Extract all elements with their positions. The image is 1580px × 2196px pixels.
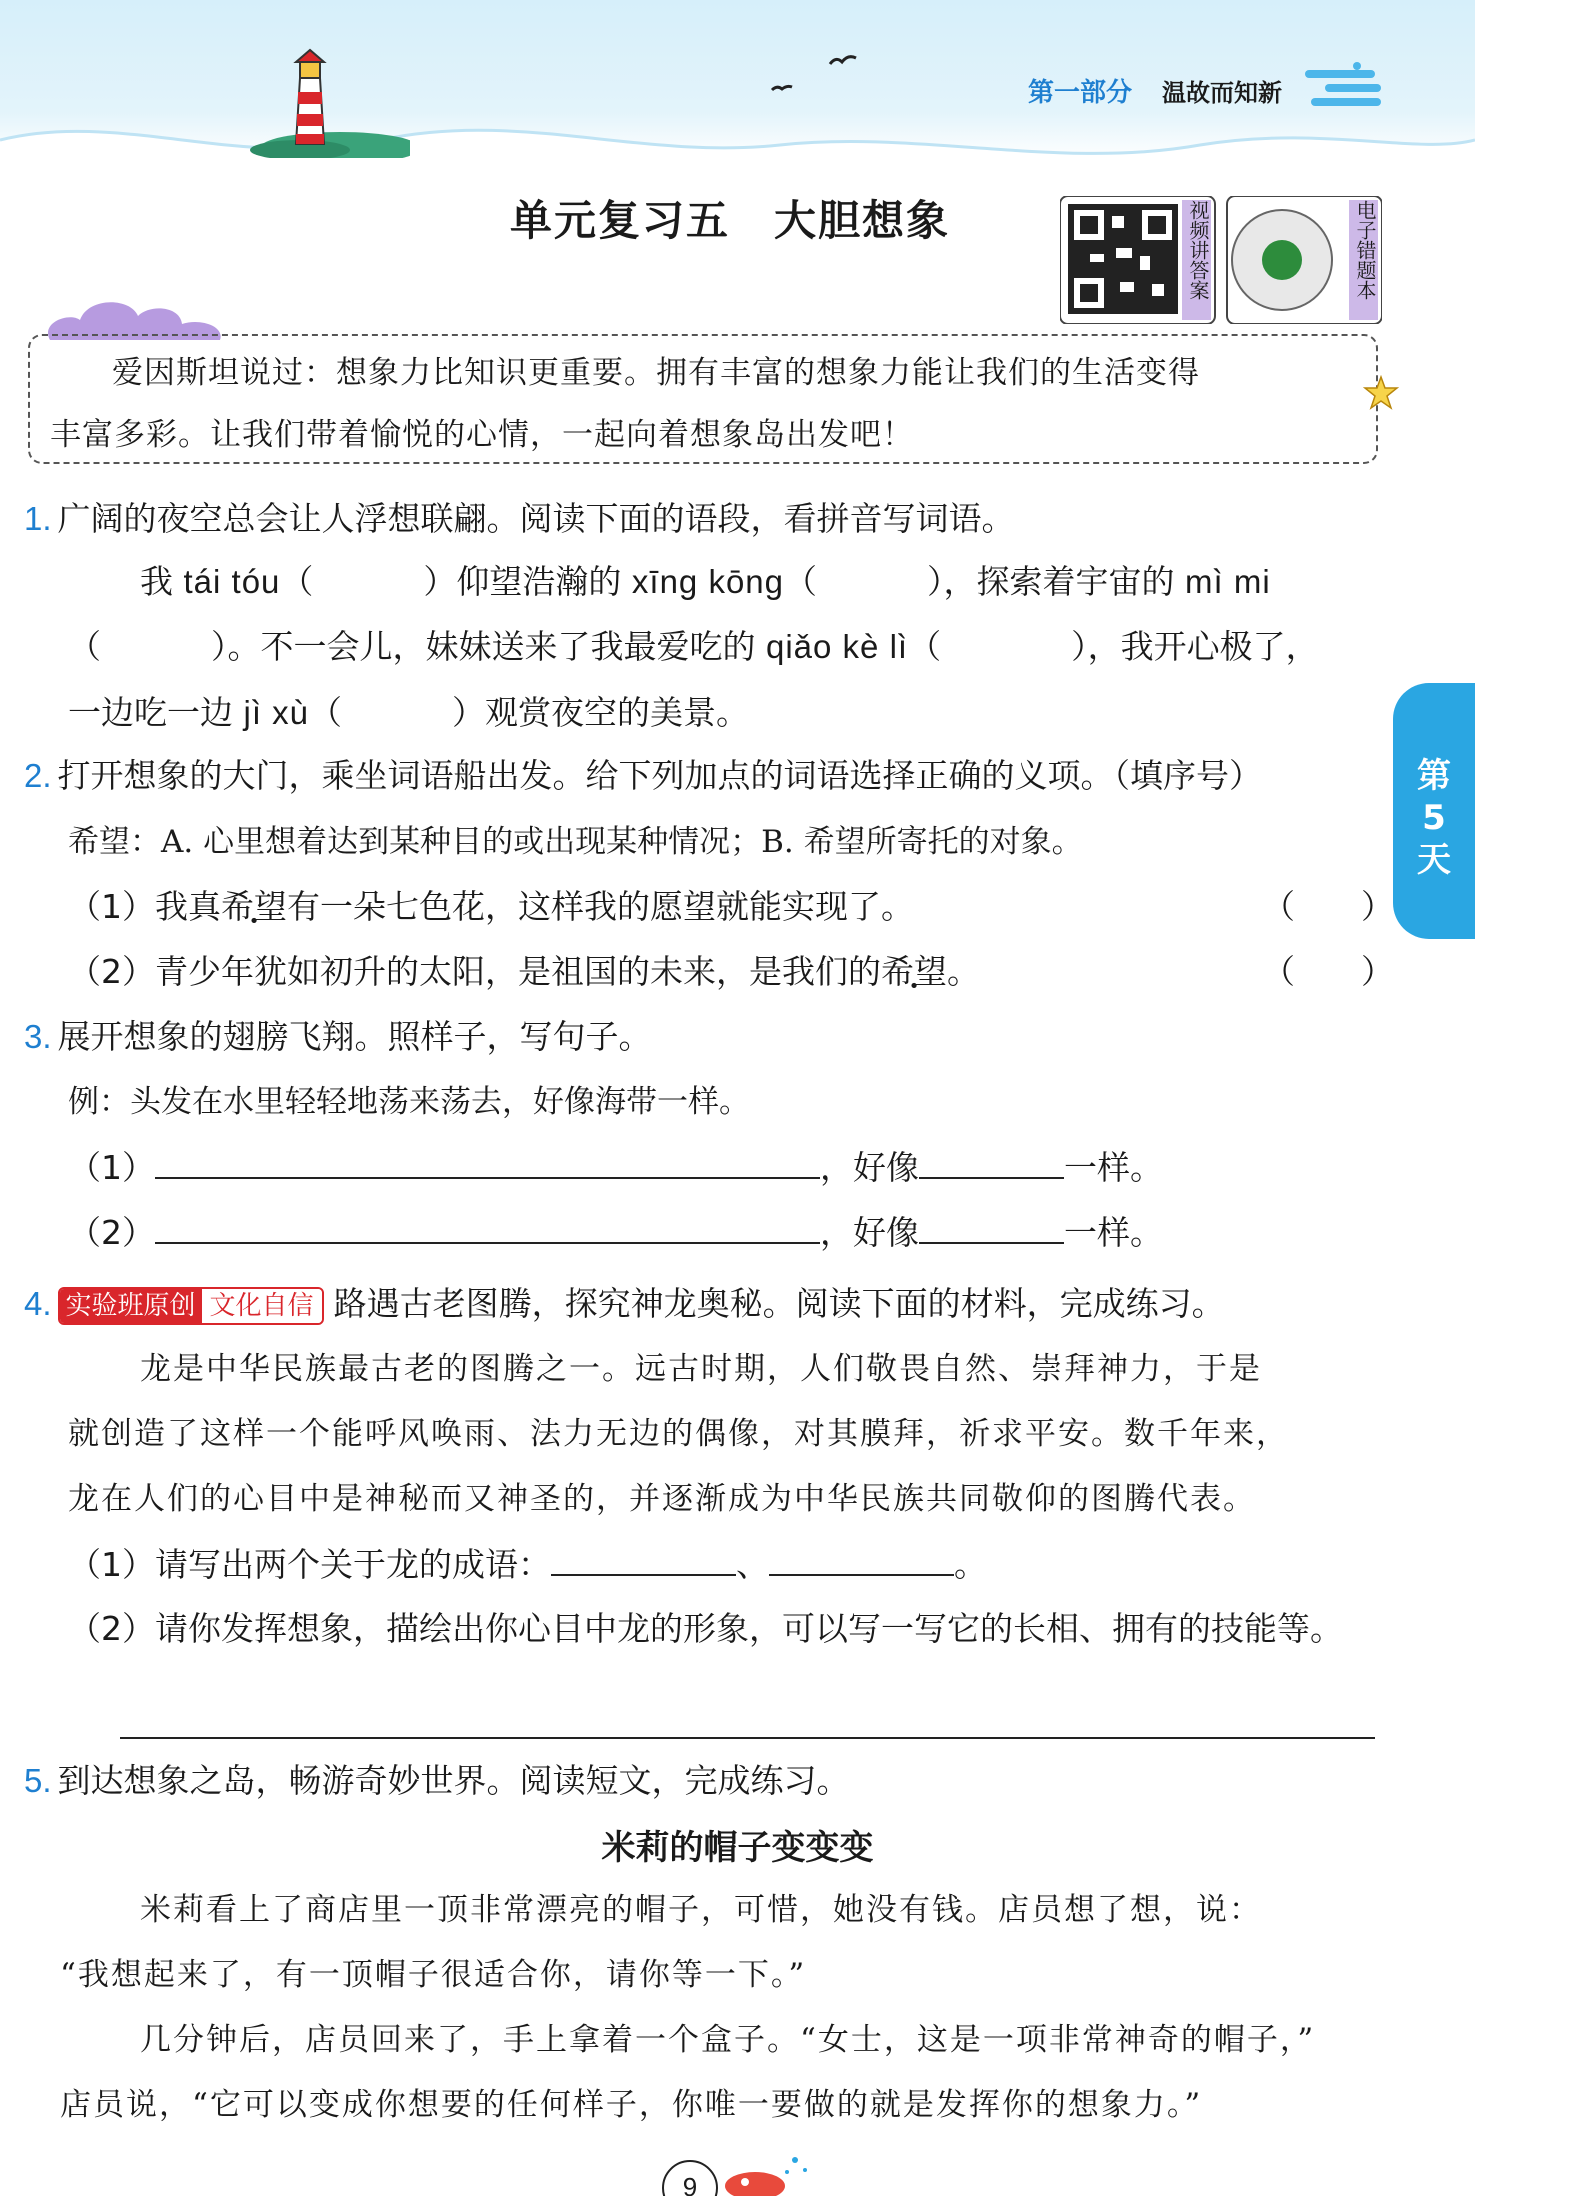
text: 有一朵七色花，这样我的愿望就能实现了。: [287, 887, 914, 926]
tab-char: 天: [1417, 840, 1451, 880]
question-number: 1.: [24, 500, 52, 537]
pinyin: qiǎo kè lì: [766, 628, 909, 665]
qr-code-icon: [1060, 196, 1382, 324]
question-5-stem: [24, 1757, 850, 1805]
text: ，我开心极了，: [1087, 627, 1319, 666]
question-text: 打开想象的大门，乘坐词语船出发。给下列加点的词语选择正确的义项。（填序号）: [57, 756, 1263, 795]
q4-sub-1: [68, 1540, 987, 1589]
fish-icon: [705, 2150, 825, 2196]
text: ，好像: [820, 1213, 919, 1252]
question-3-stem: [24, 1013, 652, 1061]
q3-line-1: [68, 1143, 1163, 1192]
text: 一样。: [1064, 1213, 1163, 1252]
question-number: 2.: [24, 757, 52, 794]
question-text: 广阔的夜空总会让人浮想联翩。阅读下面的语段，看拼音写词语。: [57, 499, 1015, 538]
intro-line-1: 爱因斯坦说过：想象力比知识更重要。拥有丰富的想象力能让我们的生活变得: [112, 355, 1200, 391]
tab-char: 5: [1422, 798, 1446, 838]
text: 。: [954, 1545, 987, 1584]
question-text: 展开想象的翅膀飞翔。照样子，写句子。: [57, 1017, 652, 1056]
pinyin: mì mi: [1185, 563, 1271, 600]
q1-line-1: 我 tái tóu（ ）仰望浩瀚的 xīng kōng（ ），探索着宇宙的 mì mi: [140, 562, 1271, 601]
q4-sub-2: （2）请你发挥想象，描绘出你心目中龙的形象，可以写一写它的长相、拥有的技能等。: [68, 1609, 1343, 1648]
text: 一样。: [1064, 1148, 1163, 1187]
answer-line[interactable]: [120, 1737, 1375, 1739]
question-1-stem: [24, 495, 1015, 543]
question-number: 5.: [24, 1762, 52, 1799]
story-para-1a: 米莉看上了商店里一顶非常漂亮的帽子，可惜，她没有钱。店员想了想，说：: [140, 1892, 1262, 1928]
q2-answer-2[interactable]: （ ）: [1262, 952, 1394, 991]
text: 仰望浩瀚的: [456, 562, 622, 601]
answer-blank[interactable]: [551, 1540, 736, 1576]
q2-sentence-1: [68, 883, 914, 931]
pinyin: tái tóu: [183, 563, 281, 600]
q4-passage-1: 龙是中华民族最古老的图腾之一。远古时期，人们敬畏自然、崇拜神力，于是: [140, 1351, 1262, 1387]
text: （1）: [68, 1148, 155, 1187]
answer-blank[interactable]: [919, 1143, 1064, 1179]
text: 。: [947, 952, 980, 991]
qr-wrongbook-label: 电子错题本: [1353, 200, 1377, 300]
dotted-word: 希望: [221, 887, 287, 926]
qr-codes: [1060, 196, 1382, 324]
story-para-1b: “我想起来了，有一顶帽子很适合你，请你等一下。”: [60, 1957, 807, 1993]
text: 。不一会儿，妹妹送来了我最爱吃的: [227, 627, 756, 666]
tab-char: 第: [1417, 756, 1451, 796]
day-tab: [1393, 683, 1475, 939]
text: （1）我真: [68, 887, 221, 926]
lighthouse-icon: [230, 48, 410, 158]
question-number: 3.: [24, 1018, 52, 1055]
text: （1）请写出两个关于龙的成语：: [68, 1545, 551, 1584]
q1-line-2: （ ）。不一会儿，妹妹送来了我最爱吃的 qiǎo kè lì（ ），我开心极了，: [68, 627, 1319, 666]
text: ，好像: [820, 1148, 919, 1187]
page-title: 单元复习五 大胆想象: [509, 196, 950, 245]
answer-blank[interactable]: [155, 1143, 820, 1179]
story-para-2b: 店员说，“它可以变成你想要的任何样子，你唯一要做的就是发挥你的想象力。”: [60, 2087, 1203, 2123]
section-header: [1028, 70, 1282, 110]
q3-example: 例：头发在水里轻轻地荡来荡去，好像海带一样。: [68, 1084, 750, 1120]
answer-blank[interactable]: [919, 1208, 1064, 1244]
story-title: 米莉的帽子变变变: [601, 1828, 874, 1868]
q1-line-3: 一边吃一边 jì xù（ ）观赏夜空的美景。: [68, 693, 750, 732]
part-label: 第一部分: [1028, 77, 1133, 108]
q2-definition: 希望：A. 心里想着达到某种目的或出现某种情况；B. 希望所寄托的对象。: [68, 824, 1083, 860]
qr-video-label: 视频讲答案: [1186, 200, 1210, 300]
question-4-stem: [24, 1280, 1225, 1328]
dotted-word: 希望: [881, 952, 947, 991]
pinyin: jì xù: [243, 694, 310, 731]
q2-answer-1[interactable]: （ ）: [1262, 887, 1394, 926]
original-badge: [58, 1287, 324, 1325]
text: 观赏夜空的美景。: [485, 693, 750, 732]
text: 一边吃一边: [68, 693, 233, 732]
intro-box: [28, 334, 1378, 464]
page-number: 9: [662, 2160, 718, 2196]
stripe-decoration: [1305, 62, 1385, 112]
text: （2）青少年犹如初升的太阳，是祖国的未来，是我们的: [68, 952, 881, 991]
question-2-stem: [24, 752, 1262, 800]
part-subtitle: 温故而知新: [1162, 78, 1283, 107]
question-number: 4.: [24, 1285, 52, 1322]
answer-blank[interactable]: [155, 1208, 820, 1244]
badge-label: 文化自信: [202, 1289, 322, 1323]
text: 我: [140, 562, 173, 601]
birds-icon: [760, 50, 860, 110]
q2-sentence-2: [68, 948, 980, 996]
intro-line-2: 丰富多彩。让我们带着愉悦的心情，一起向着想象岛出发吧！: [50, 417, 914, 453]
question-text: 路遇古老图腾，探究神龙奥秘。阅读下面的材料，完成练习。: [333, 1284, 1225, 1323]
q4-passage-3: 龙在人们的心目中是神秘而又神圣的，并逐渐成为中华民族共同敬仰的图腾代表。: [68, 1481, 1256, 1517]
text: 、: [736, 1545, 769, 1584]
badge-label: 实验班原创: [60, 1289, 202, 1323]
q4-passage-2: 就创造了这样一个能呼风唤雨、法力无边的偶像，对其膜拜，祈求平安。数千年来，: [68, 1416, 1289, 1452]
story-para-2a: 几分钟后，店员回来了，手上拿着一个盒子。“女士，这是一项非常神奇的帽子，”: [140, 2022, 1316, 2058]
answer-blank[interactable]: [769, 1540, 954, 1576]
text: （2）: [68, 1213, 155, 1252]
star-icon: [1363, 375, 1399, 411]
pinyin: xīng kōng: [631, 563, 785, 600]
q3-line-2: [68, 1208, 1163, 1257]
wave-decoration: [0, 100, 1475, 190]
question-text: 到达想象之岛，畅游奇妙世界。阅读短文，完成练习。: [57, 1761, 850, 1800]
text: ，探索着宇宙的: [943, 562, 1175, 601]
